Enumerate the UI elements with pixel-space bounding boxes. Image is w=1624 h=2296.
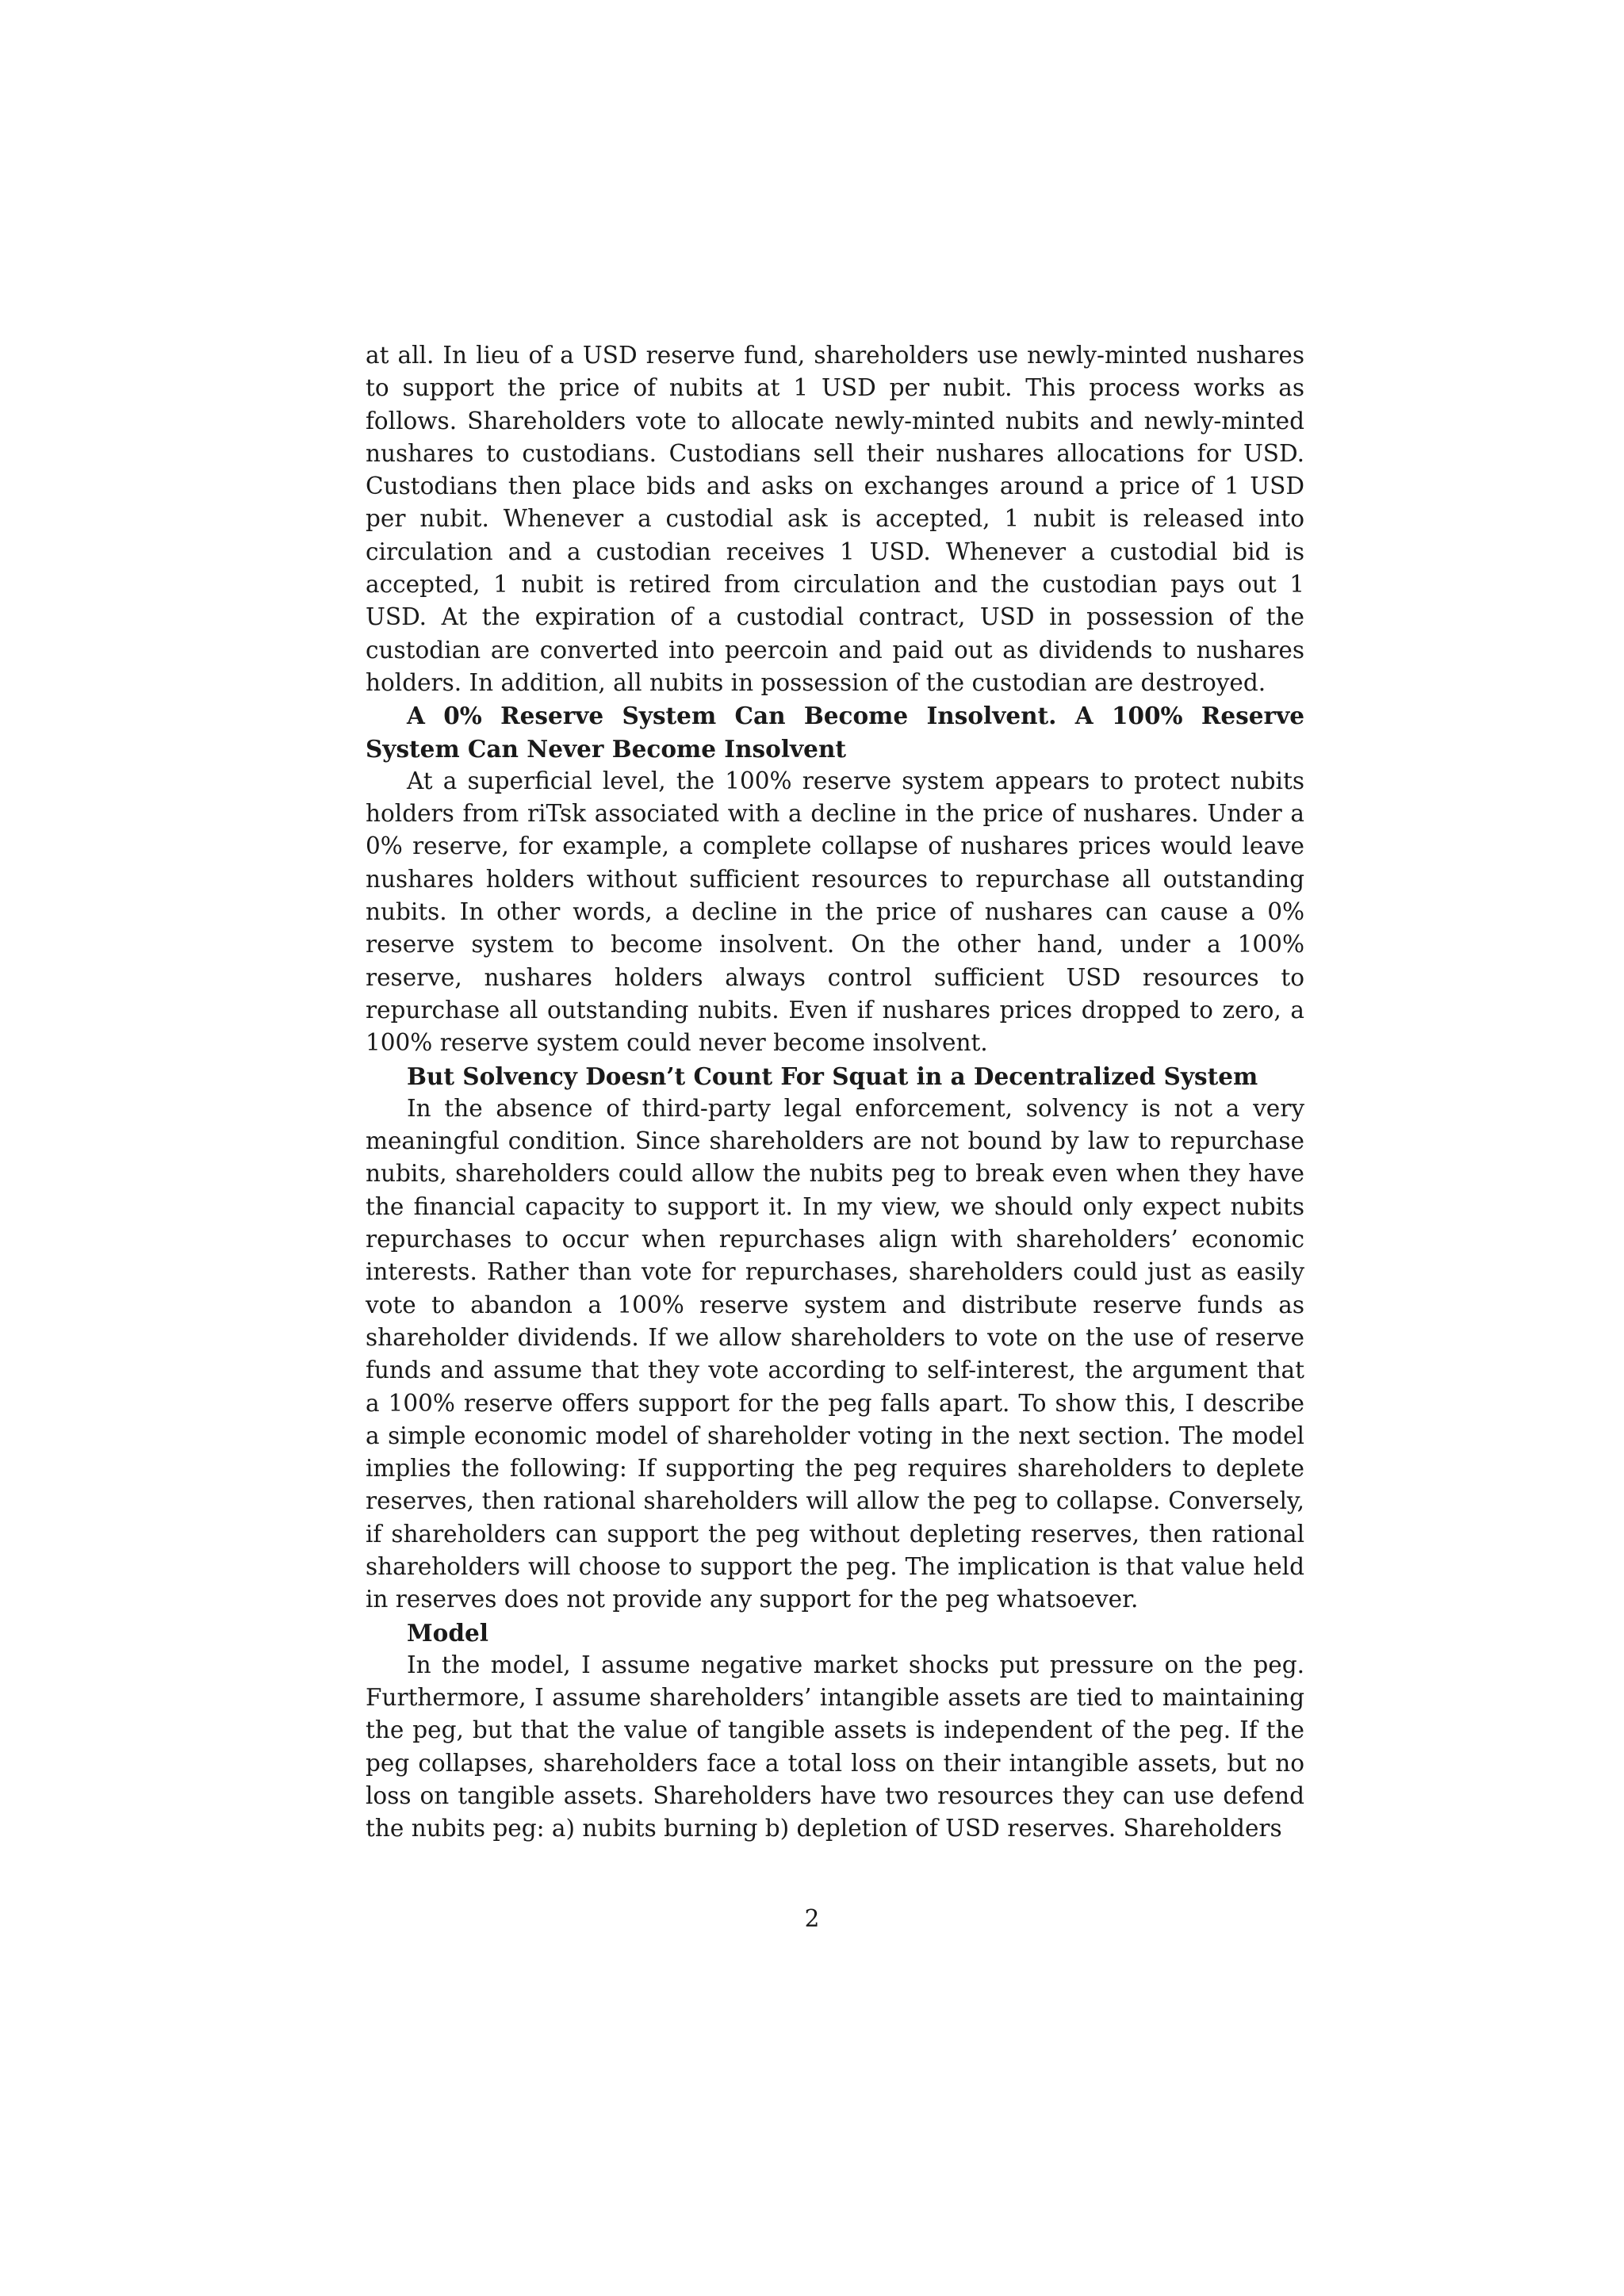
paragraph-reserve-protection: At a superficial level, the 100% reserve system appears to protect nubits holders from riTsk associated with a decline in the price of nushares. Under a 0% reserve, for example, a complete collapse of nushares prices would leave nushares holders without sufficient resources to repurchase all outstanding nubits. In other words, a decline in the price of nushares can cause a 0% reserve system to become insolvent. On the other hand, under a 100% reserve, nushares holders always control sufficient USD resources to repurchase all outstanding nubits. Even if nushares prices dropped to zero, a 100% reserve system could never become insolvent. [366, 767, 1304, 1057]
paragraph-model-description: In the model, I assume negative market shocks put pressure on the peg. Furthermore, I assume shareholders’ intangible assets are tied to maintaining the peg, but that the value of tangible assets is independent of the peg. If the peg collapses, shareholders face a total loss on their intangible assets, but no loss on tangible assets. Shareholders have two resources they can use defend the nubits peg: a) nubits burning b) depletion of USD reserves. Shareholders [366, 1651, 1304, 1843]
paragraph-custodian-process: at all. In lieu of a USD reserve fund, shareholders use newly-minted nushares to support the price of nubits at 1 USD per nubit. This process works as follows. Shareholders vote to allocate newly-minted nubits and newly-minted nushares to custodians. Custodians sell their nushares allocations for USD. Custodians then place bids and asks on exchanges around a price of 1 USD per nubit. Whenever a custodial ask is accepted, 1 nubit is released into circulation and a custodian receives 1 USD. Whenever a custodial bid is accepted, 1 nubit is retired from circulation and the custodian pays out 1 USD. At the expiration of a custodial contract, USD in possession of the custodian are converted into peercoin and paid out as dividends to nushares holders. In addition, all nubits in possession of the custodian are destroyed. [366, 342, 1304, 696]
section-heading-model: Model [407, 1618, 488, 1647]
paragraph-solvency-meaning: In the absence of third-party legal enforcement, solvency is not a very meaningful condition. Since shareholders are not bound by law to repurchase nubits, shareholders could allow the nubits peg to break even when they have the financial capacity to support it. In my view, we should only expect nubits repurchases to occur when repurchases align with shareholders’ economic interests. Rather than vote for repurchases, shareholders could just as easily vote to abandon a 100% reserve system and distribute reserve funds as shareholder dividends. If we allow shareholders to vote on the use of reserve funds and assume that they vote according to self-interest, the argument that a 100% reserve offers support for the peg falls apart. To show this, I describe a simple economic model of shareholder voting in the next section. The model implies the following: If supporting the peg requires shareholders to deplete reserves, then rational shareholders will allow the peg to collapse. Conversely, if shareholders can support the peg without depleting reserves, then rational shareholders will choose to support the peg. The implication is that value held in reserves does not provide any support for the peg whatsoever. [366, 1094, 1304, 1613]
page-number: 2 [804, 1905, 820, 1932]
section-heading-solvency: But Solvency Doesn’t Count For Squat in a Decentralized System [407, 1062, 1258, 1090]
section-heading-insolvency: A 0% Reserve System Can Become Insolvent. A 100% Reserve System Can Never Become Insolvent [366, 702, 1304, 763]
page-body [366, 339, 1304, 1846]
